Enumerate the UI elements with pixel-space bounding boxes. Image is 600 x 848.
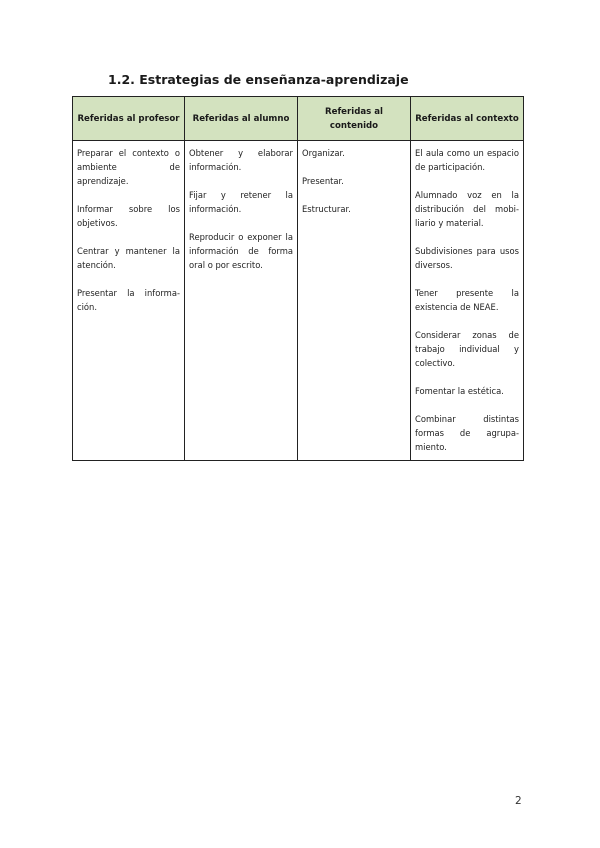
table-row <box>73 141 524 461</box>
list-item: Considerar zonas de trabajo individual y colectivo. <box>415 330 519 368</box>
section-heading: 1.2. Estrategias de enseñanza-aprendizaje <box>108 72 409 87</box>
list-item: Fomentar la estética. <box>415 386 504 396</box>
cell-alumno <box>185 141 298 461</box>
page-number: 2 <box>515 795 522 807</box>
list-item: Obtener y elaborar información. <box>189 148 293 172</box>
list-item: Tener presente la existencia de NEAE. <box>415 288 519 312</box>
list-item: Preparar el contexto o ambiente de aprendizaje. <box>77 148 180 186</box>
cell-contenido <box>298 141 411 461</box>
list-item: Presentar. <box>302 176 344 186</box>
list-item: Fijar y retener la información. <box>189 190 293 214</box>
list-item: Organizar. <box>302 148 345 158</box>
header-profesor: Referidas al profesor <box>73 97 185 141</box>
list-item: El aula como un espacio de participación. <box>415 148 519 172</box>
table-header-row <box>73 97 524 141</box>
strategies-table <box>72 96 524 461</box>
list-item: Combinar distintas formas de agrupamiento. <box>415 414 519 452</box>
list-item: Estructurar. <box>302 204 351 214</box>
cell-profesor <box>73 141 185 461</box>
list-item: Centrar y mantener la atención. <box>77 246 180 270</box>
cell-contexto <box>411 141 524 461</box>
header-contenido: Referidas al contenido <box>298 97 411 141</box>
header-contexto: Referidas al contexto <box>411 97 524 141</box>
list-item: Alumnado voz en la distribución del mobiliario y material. <box>415 190 519 228</box>
list-item: Informar sobre los objetivos. <box>77 204 180 228</box>
list-item: Subdivisiones para usos diversos. <box>415 246 519 270</box>
header-alumno: Referidas al alumno <box>185 97 298 141</box>
list-item: Presentar la información. <box>77 288 180 312</box>
list-item: Reproducir o exponer la información de forma oral o por escrito. <box>189 232 293 270</box>
